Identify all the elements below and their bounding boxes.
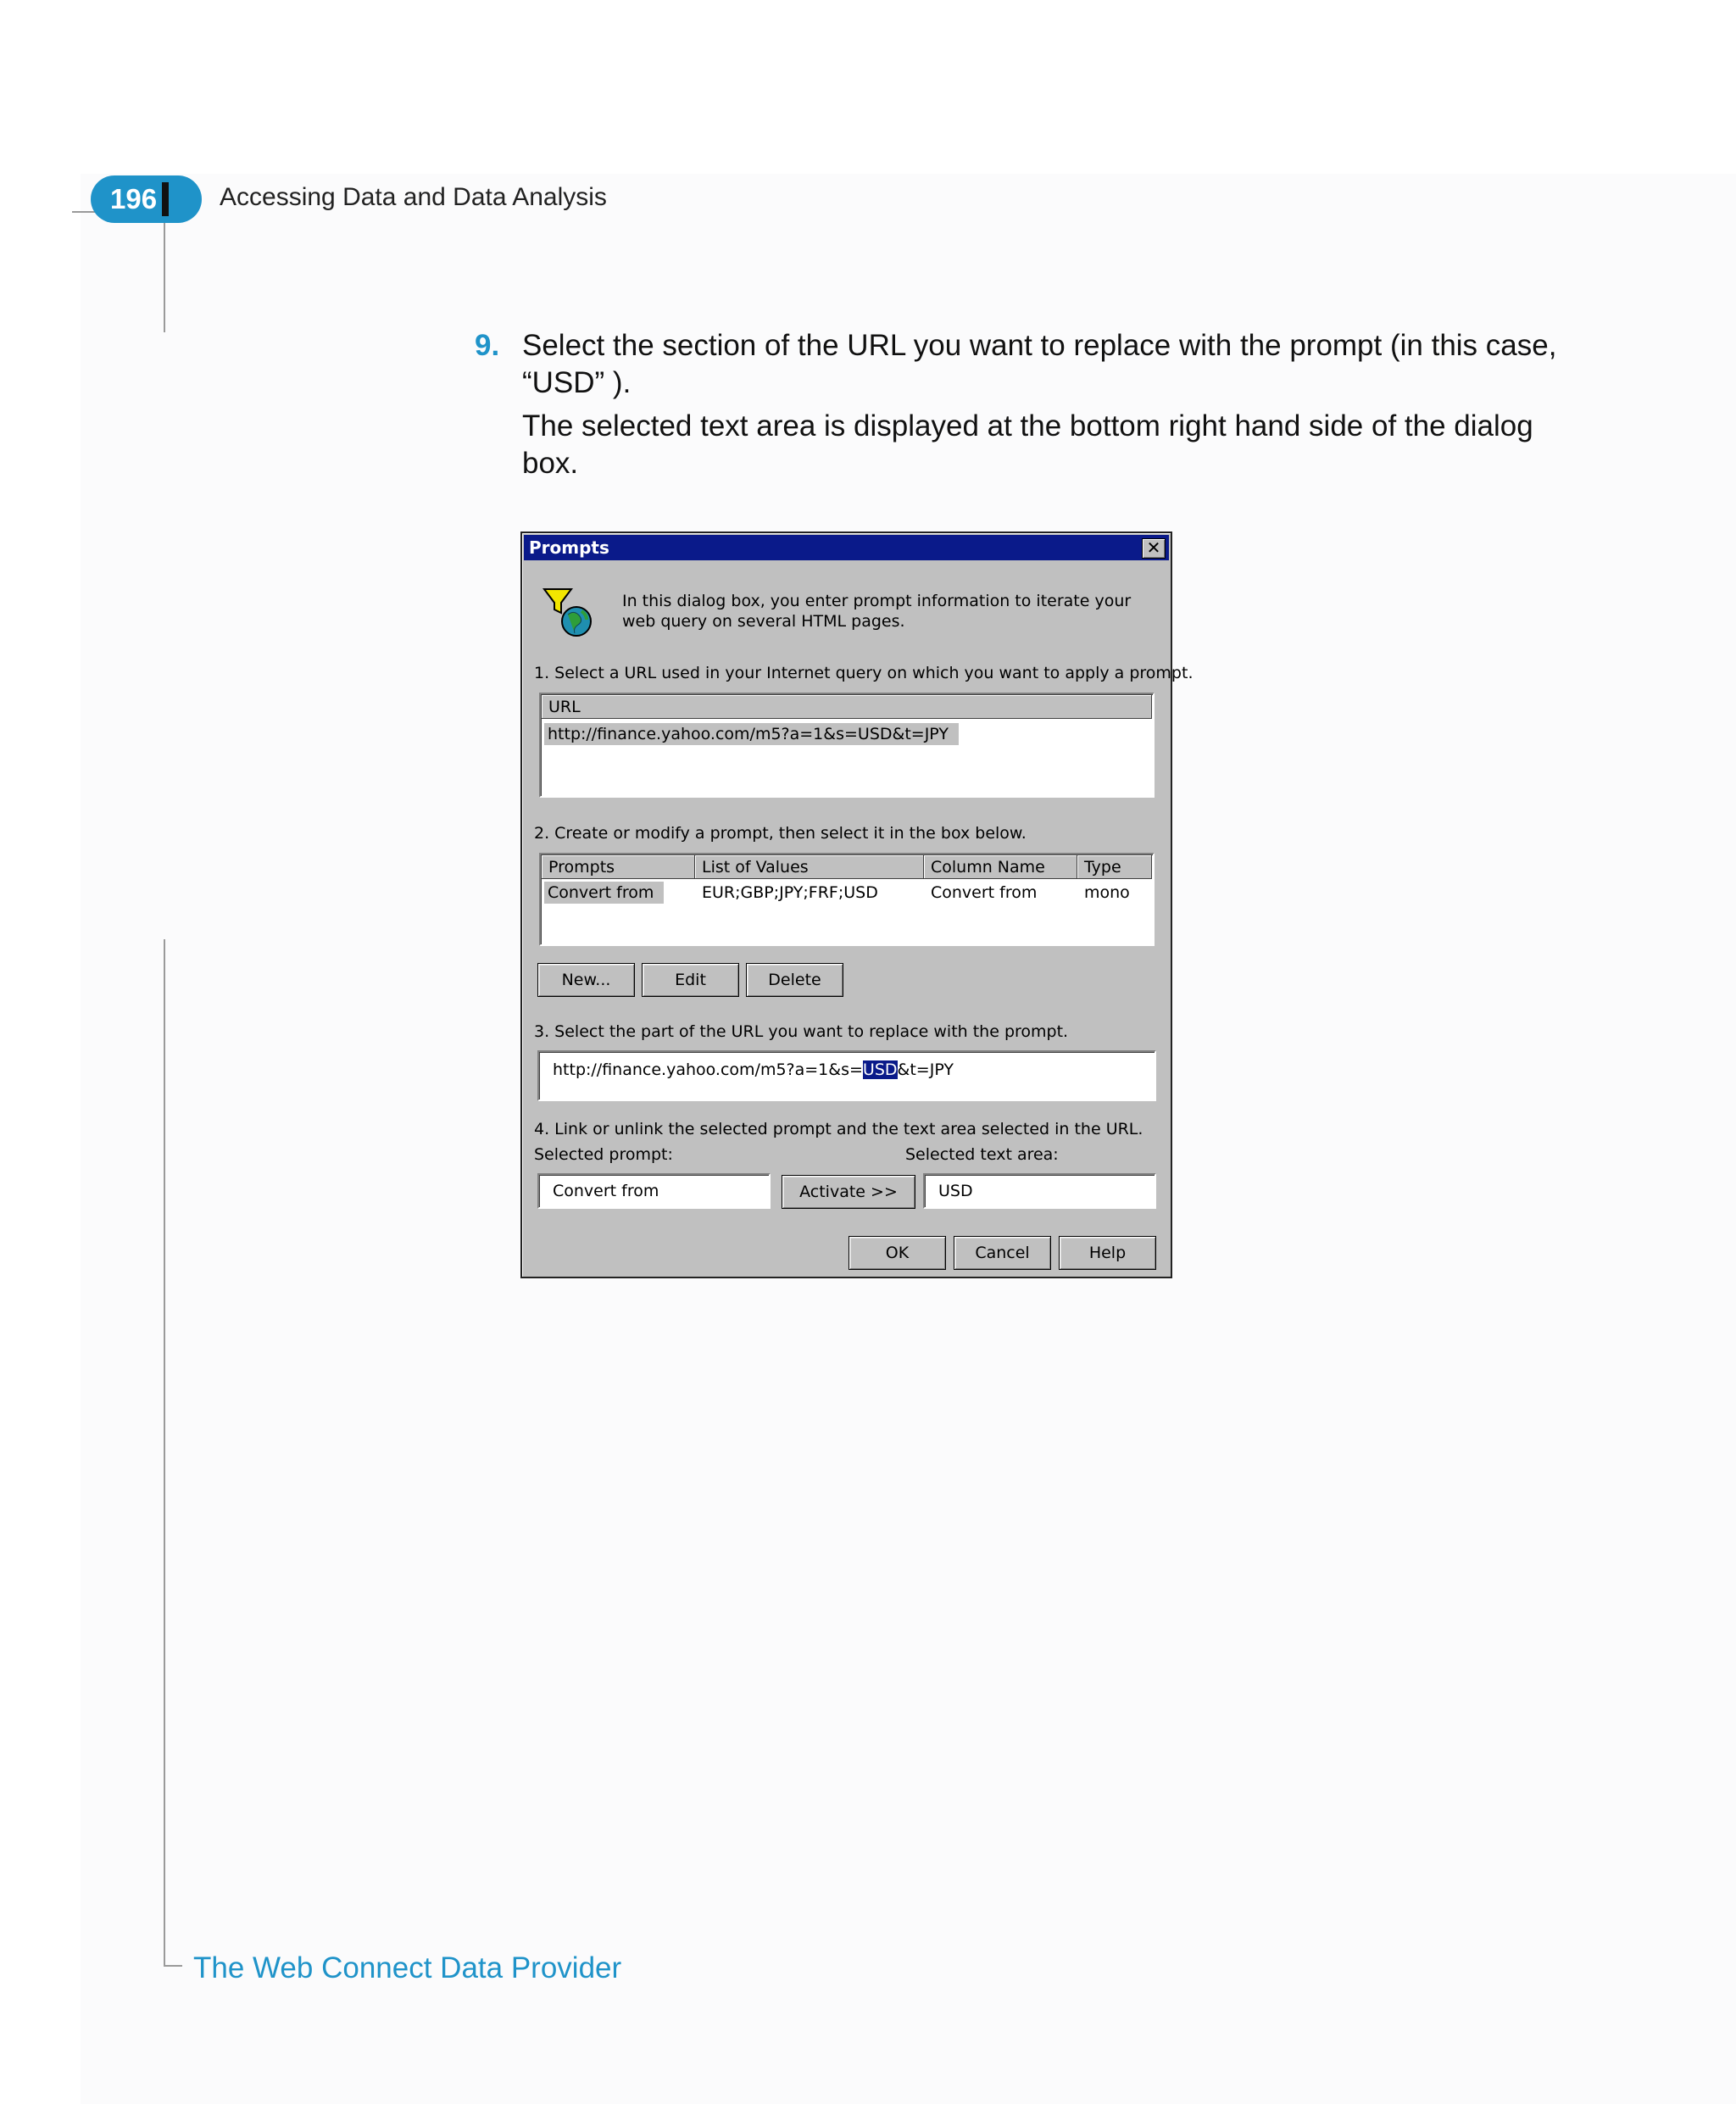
ok-button[interactable]	[849, 1236, 946, 1270]
col-prompts[interactable]: Prompts	[542, 855, 695, 879]
delete-button[interactable]	[746, 963, 843, 997]
prompts-dialog	[520, 532, 1194, 1278]
url-selection-text[interactable]	[553, 1059, 954, 1081]
delete-button-label: Delete	[768, 971, 821, 989]
url-selected-text: USD	[862, 1060, 898, 1079]
col-list-of-values[interactable]: List of Values	[695, 855, 924, 879]
page-number-bar	[162, 182, 169, 216]
edit-button[interactable]	[642, 963, 739, 997]
margin-rule-bottom	[164, 939, 165, 1967]
cancel-button-label: Cancel	[975, 1244, 1030, 1262]
selected-text-label: Selected text area:	[905, 1145, 1059, 1164]
margin-rule-top	[164, 222, 165, 332]
footer-section-title: The Web Connect Data Provider	[193, 1951, 622, 1984]
step-number: 9.	[475, 329, 500, 362]
prompt-row-name[interactable]: Convert from	[544, 882, 664, 904]
dialog-titlebar	[524, 535, 1169, 560]
section1-label: 1. Select a URL used in your Internet query on which you want to apply a prompt.	[534, 664, 1194, 682]
col-type[interactable]: Type	[1077, 855, 1152, 879]
step-instruction: Select the section of the URL you want to replace with the prompt (in this case, “USD” ).	[522, 329, 1557, 399]
url-after: &t=JPY	[897, 1060, 954, 1079]
prompt-row-column: Convert from	[931, 883, 1038, 902]
footer-rule	[164, 1965, 182, 1967]
cancel-button[interactable]	[954, 1236, 1051, 1270]
url-selection-field[interactable]	[537, 1050, 1156, 1101]
selected-prompt-value: Convert from	[553, 1182, 659, 1200]
new-button[interactable]	[537, 963, 635, 997]
prompts-table[interactable]	[539, 853, 1155, 946]
section3-label: 3. Select the part of the URL you want to replace with the prompt.	[534, 1022, 1069, 1041]
help-button-label: Help	[1088, 1244, 1127, 1262]
close-icon: ✕	[1146, 537, 1161, 558]
funnel-globe-icon	[542, 587, 593, 638]
dialog-intro: In this dialog box, you enter prompt information to iterate your web query on several HTML pages.	[622, 592, 1132, 631]
close-button[interactable]	[1142, 538, 1166, 559]
selected-text-value: USD	[938, 1182, 973, 1200]
help-button[interactable]	[1059, 1236, 1156, 1270]
selected-prompt-label: Selected prompt:	[534, 1145, 673, 1164]
page-number-badge	[91, 175, 202, 223]
col-column-name[interactable]: Column Name	[924, 855, 1077, 879]
url-before: http://finance.yahoo.com/m5?a=1&s=	[553, 1060, 863, 1079]
prompt-row-values: EUR;GBP;JPY;FRF;USD	[702, 883, 878, 902]
step-note: The selected text area is displayed at the bottom right hand side of the dialog box.	[522, 409, 1533, 480]
edit-button-label: Edit	[675, 971, 706, 989]
selected-prompt-field[interactable]	[537, 1173, 771, 1209]
ok-button-label: OK	[885, 1244, 910, 1262]
running-head: Accessing Data and Data Analysis	[220, 183, 607, 211]
section4-label: 4. Link or unlink the selected prompt and the text area selected in the URL.	[534, 1120, 1143, 1138]
new-button-label: New...	[561, 971, 611, 989]
activate-button[interactable]	[782, 1175, 915, 1209]
url-list[interactable]	[539, 693, 1155, 798]
url-column-header[interactable]: URL	[542, 695, 1152, 719]
activate-button-label: Activate >>	[799, 1183, 898, 1201]
selected-text-field[interactable]	[923, 1173, 1156, 1209]
dialog-title: Prompts	[529, 537, 609, 558]
page-number: 196	[110, 183, 158, 214]
url-row[interactable]: http://finance.yahoo.com/m5?a=1&s=USD&t=JPY	[544, 723, 959, 745]
section2-label: 2. Create or modify a prompt, then select it in the box below.	[534, 824, 1027, 843]
prompt-row-type: mono	[1084, 883, 1130, 902]
